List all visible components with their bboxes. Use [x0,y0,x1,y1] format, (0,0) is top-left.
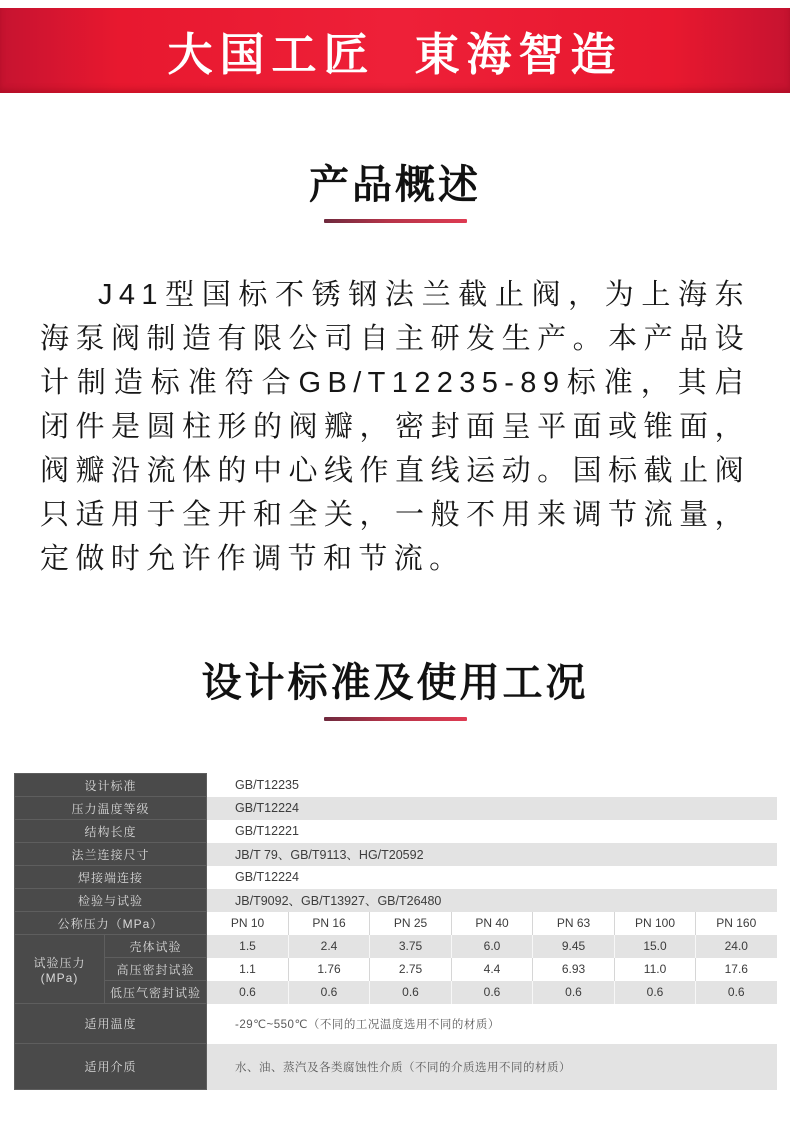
spec-table [14,773,777,1090]
row-label: 壳体试验 [105,935,207,958]
table-row-low-pressure-air-seal-test [15,981,777,1004]
value-cell: 2.4 [289,935,370,958]
value-cell: 0.6 [533,981,615,1004]
table-row-nominal-pressure [15,912,777,935]
row-value: -29℃~550℃（不同的工况温度选用不同的材质） [207,1004,777,1044]
value-cell: 1.1 [207,958,289,981]
value-cell: 0.6 [370,981,452,1004]
table-row-shell-test [15,935,777,958]
table-row-design-standard [15,774,777,797]
spec-section-title: 设计标准及使用工况 [201,661,589,705]
value-cell: 15.0 [615,935,696,958]
value-cell: 0.6 [615,981,696,1004]
pn-cell: PN 10 [207,912,289,935]
row-value: GB/T12221 [207,820,777,843]
brand-banner [0,8,790,93]
value-cell: 0.6 [452,981,533,1004]
row-label: 适用温度 [15,1004,207,1044]
table-row-working-temperature [15,1004,777,1044]
row-value: 水、油、蒸汽及各类腐蚀性介质（不同的介质选用不同的材质） [207,1044,777,1090]
row-label: 结构长度 [15,820,207,843]
pn-cell: PN 25 [370,912,452,935]
table-row-pressure-temp-rating [15,797,777,820]
value-cell: 3.75 [370,935,452,958]
value-cell: 0.6 [289,981,370,1004]
value-cell: 4.4 [452,958,533,981]
group-label: 试验压力(MPa) [15,935,105,1004]
row-label: 压力温度等级 [15,797,207,820]
value-cell: 1.5 [207,935,289,958]
row-label: 高压密封试验 [105,958,207,981]
table-row-working-medium [15,1044,777,1090]
row-value: GB/T12224 [207,866,777,889]
brand-banner-title: 大国工匠 東海智造 [167,29,623,80]
row-value: JB/T 79、GB/T9113、HG/T20592 [207,843,777,866]
value-cell: 6.93 [533,958,615,981]
value-cell: 24.0 [696,935,777,958]
pn-cell: PN 16 [289,912,370,935]
value-cell: 17.6 [696,958,777,981]
value-cell: 2.75 [370,958,452,981]
value-cell: 11.0 [615,958,696,981]
value-cell: 6.0 [452,935,533,958]
value-cell: 9.45 [533,935,615,958]
row-label: 低压气密封试验 [105,981,207,1004]
value-cell: 0.6 [207,981,289,1004]
row-value: GB/T12224 [207,797,777,820]
row-label: 公称压力（MPa） [15,912,207,935]
row-value: JB/T9092、GB/T13927、GB/T26480 [207,889,777,912]
value-cell: 1.76 [289,958,370,981]
pn-cell: PN 100 [615,912,696,935]
pn-cell: PN 40 [452,912,533,935]
table-row-flange-dims [15,843,777,866]
row-label: 检验与试验 [15,889,207,912]
pn-cell: PN 63 [533,912,615,935]
spec-title-underline [324,717,467,721]
overview-title-underline [324,219,467,223]
row-label: 设计标准 [15,774,207,797]
value-cell: 0.6 [696,981,777,1004]
pn-cell: PN 160 [696,912,777,935]
overview-paragraph: J41型国标不锈钢法兰截止阀，为上海东海泵阀制造有限公司自主研发生产。本产品设计制造标准符合GB/T12235-89标准，其启闭件是圆柱形的阀瓣，密封面呈平面或锥面，阀瓣沿流体的中心线作直线运动。国标截止阀只适用于全开和全关，一般不用来调节流量，定做时允许作调节和节流。 [40,279,750,575]
table-row-weld-end [15,866,777,889]
row-label: 焊接端连接 [15,866,207,889]
table-row-structure-length [15,820,777,843]
row-label: 法兰连接尺寸 [15,843,207,866]
row-value: GB/T12235 [207,774,777,797]
table-row-high-pressure-seal-test [15,958,777,981]
row-label: 适用介质 [15,1044,207,1090]
table-row-inspection-test [15,889,777,912]
overview-section-title: 产品概述 [309,163,481,207]
